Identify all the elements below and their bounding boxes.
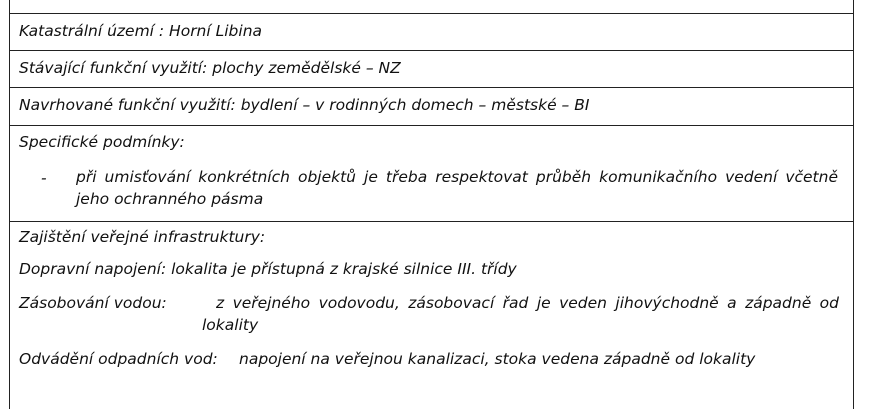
dopravni-napojeni-text: Dopravní napojení: lokalita je přístupná z krajské silnice III. třídy bbox=[19, 260, 517, 278]
zasobovani-vodou-label: Zásobování vodou: bbox=[19, 294, 167, 312]
table-row-top-cut bbox=[10, 0, 853, 14]
specificke-podminky-bullet-text: při umisťování konkrétních objektů je třeba respektovat průběh komunikačního vedení včetně jeho ochranného pásma bbox=[76, 168, 838, 208]
table-row-katastralni-uzemi bbox=[10, 14, 853, 51]
table-row-stavajici-vyuziti bbox=[10, 51, 853, 88]
infrastruktura-heading: Zajištění veřejné infrastruktury: bbox=[19, 228, 266, 246]
table-row-specificke-podminky bbox=[10, 126, 853, 222]
lokalita-table bbox=[9, 0, 854, 409]
katastralni-uzemi-text: Katastrální území : Horní Libina bbox=[19, 22, 263, 40]
odvadeni-vod-text: napojení na veřejnou kanalizaci, stoka vedena západně od lokality bbox=[239, 350, 756, 368]
odvadeni-vod-label: Odvádění odpadních vod: bbox=[19, 350, 218, 368]
zasobovani-vodou-text: z veřejného vodovodu, zásobovací řad je veden jihovýchodně a západně od lokality bbox=[202, 294, 839, 334]
bullet-marker: - bbox=[41, 169, 47, 187]
table-row-infrastruktura bbox=[10, 222, 853, 409]
navrhovane-vyuziti-text: Navrhované funkční využití: bydlení – v rodinných domech – městské – BI bbox=[19, 96, 590, 114]
specificke-podminky-heading: Specifické podmínky: bbox=[19, 133, 185, 151]
stavajici-vyuziti-text: Stávající funkční využití: plochy zemědělské – NZ bbox=[19, 59, 401, 77]
table-row-navrhovane-vyuziti bbox=[10, 88, 853, 126]
